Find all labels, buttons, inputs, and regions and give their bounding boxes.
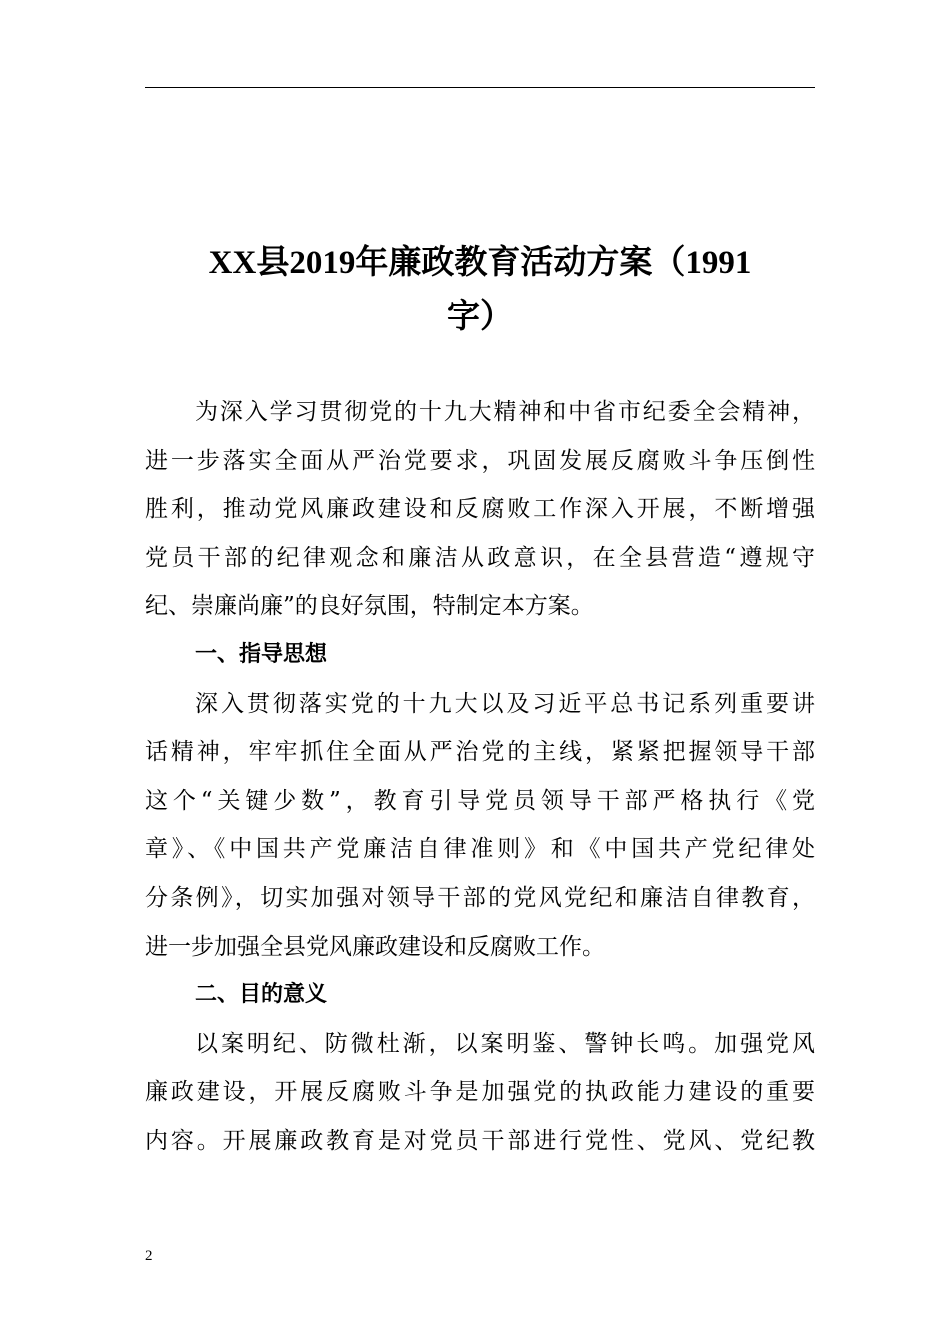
intro-paragraph-line: 纪、崇廉尚廉”的良好氛围，特制定本方案。 xyxy=(145,593,594,620)
intro-paragraph-line: 为深入学习贯彻党的十九大精神和中省市纪委全会精神， xyxy=(195,399,815,425)
document-title xyxy=(145,236,815,344)
intro-paragraph-line: 党员干部的纪律观念和廉洁从政意识，在全县营造“遵规守 xyxy=(145,544,815,571)
purpose-paragraph-line: 以案明纪、防微杜渐，以案明鉴、警钟长鸣。加强党风 xyxy=(195,1030,815,1057)
guiding-ideology-paragraph-line: 这个“关键少数”，教育引导党员领导干部严格执行《党 xyxy=(145,787,815,814)
guiding-ideology-paragraph-line: 话精神，牢牢抓住全面从严治党的主线，紧紧把握领导干部 xyxy=(145,739,815,766)
guiding-ideology-paragraph-line: 进一步加强全县党风廉政建设和反腐败工作。 xyxy=(145,933,605,960)
header-rule xyxy=(145,87,815,88)
intro-paragraph-line: 胜利，推动党风廉政建设和反腐败工作深入开展，不断增强 xyxy=(145,496,815,523)
guiding-ideology-paragraph-line: 分条例》，切实加强对领导干部的党风党纪和廉洁自律教育， xyxy=(145,884,815,911)
purpose-paragraph-line: 内容。开展廉政教育是对党员干部进行党性、党风、党纪教 xyxy=(145,1127,815,1154)
document-body xyxy=(145,388,815,1166)
intro-paragraph-line: 进一步落实全面从严治党要求，巩固发展反腐败斗争压倒性 xyxy=(145,447,815,474)
page-number: 2 xyxy=(145,1248,153,1264)
document-title-line-2: 字） xyxy=(447,299,513,335)
section-heading-guiding-ideology: 一、指导思想 xyxy=(195,641,328,667)
section-heading-purpose: 二、目的意义 xyxy=(195,982,328,1008)
purpose-paragraph-line: 廉政建设，开展反腐败斗争是加强党的执政能力建设的重要 xyxy=(145,1079,815,1106)
guiding-ideology-paragraph-line: 深入贯彻落实党的十九大以及习近平总书记系列重要讲 xyxy=(195,690,815,717)
guiding-ideology-paragraph-line: 章》、《中国共产党廉洁自律准则》和《中国共产党纪律处 xyxy=(145,836,815,863)
document-title-line-1: XX县2019年廉政教育活动方案（1991 xyxy=(208,245,752,281)
